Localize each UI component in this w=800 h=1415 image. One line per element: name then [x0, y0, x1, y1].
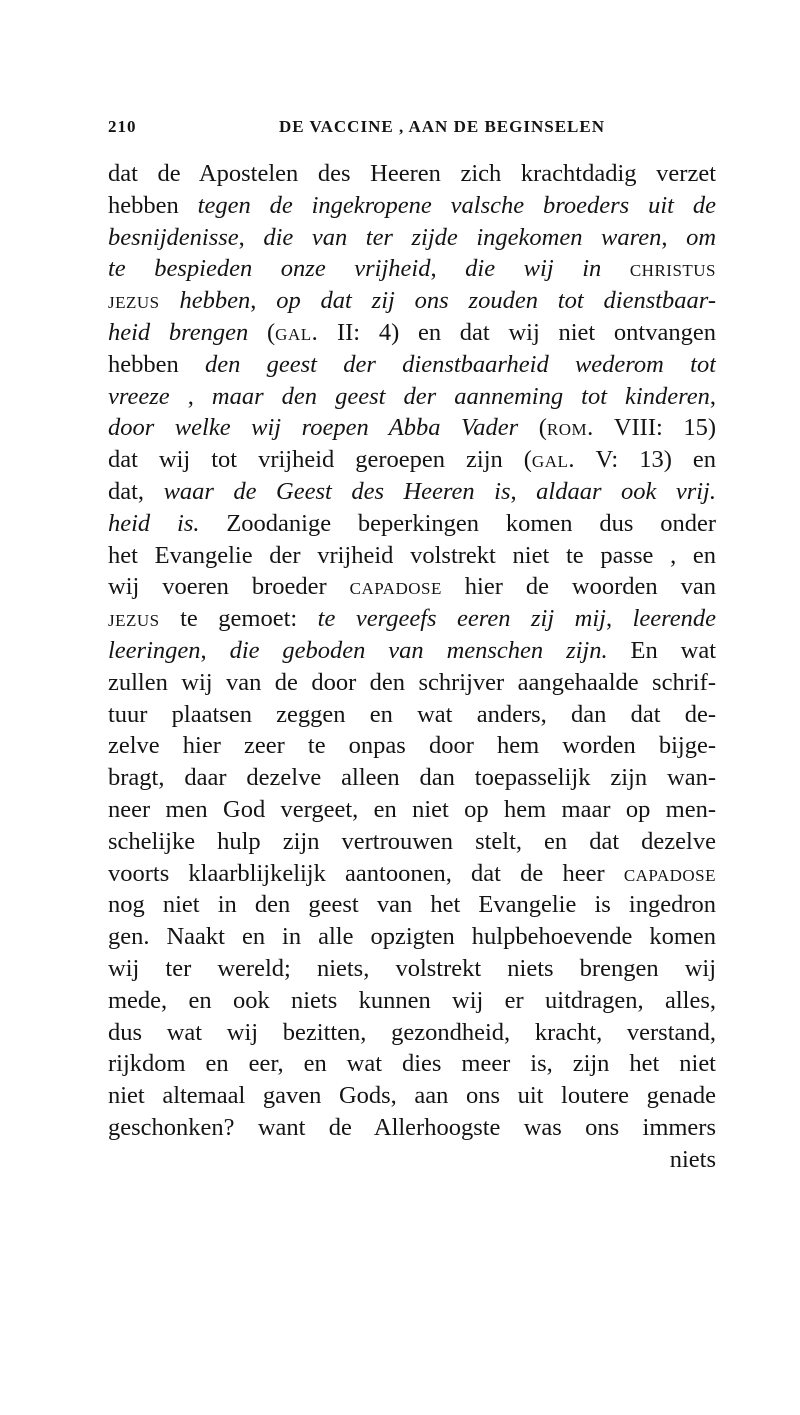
text-segment: door welke wij roepen Abba Vader [108, 414, 519, 442]
text-segment: niet altemaal gaven Gods, aan ons uit loutere genade [108, 1082, 716, 1110]
text-segment: ( [518, 414, 547, 442]
text-segment: wij ter wereld; niets, volstrekt niets brengen wij [108, 954, 716, 982]
text-segment: , [709, 382, 716, 410]
text-segment: , [605, 605, 633, 633]
text-segment: te gemoet: [159, 605, 318, 633]
text-segment: heid is. [108, 509, 200, 537]
text-line [108, 253, 716, 285]
text-segment: heid brengen [108, 318, 249, 346]
text-segment: , [200, 636, 230, 664]
text-segment: te vergeefs eeren zij mij [317, 605, 606, 633]
text-segment: , [238, 223, 264, 251]
running-title: DE VACCINE , AAN DE BEGINSELEN [278, 117, 605, 136]
text-segment: zelve hier zeer te onpas door hem worden bijge- [108, 732, 716, 760]
text-line [108, 603, 716, 635]
body-text [108, 158, 716, 1176]
text-segment: zullen wij van de door den schrijver aangehaalde schrif- [108, 668, 716, 696]
text-segment: hebben [108, 191, 198, 219]
text-segment: dat de Apostelen des Heeren zich krachtdadig verzet [108, 160, 716, 187]
text-segment: leerende [632, 605, 716, 633]
text-line [108, 476, 716, 508]
text-segment: Zoodanige beperkingen komen dus onder [199, 509, 716, 537]
text-segment: dus wat wij bezitten, gezondheid, kracht, verstand, [108, 1018, 716, 1046]
text-segment: geschonken? want de Allerhoogste was ons immers [108, 1113, 716, 1141]
text-line [108, 1017, 716, 1049]
text-line [108, 540, 716, 572]
text-line [108, 985, 716, 1017]
text-line [108, 667, 716, 699]
text-line [108, 794, 716, 826]
text-line [108, 222, 716, 254]
text-segment: om [686, 223, 716, 251]
text-segment: , [250, 287, 277, 315]
text-segment: hebben [108, 350, 206, 378]
text-segment: hier de woorden van [441, 573, 716, 601]
text-line [108, 381, 716, 413]
text-segment: capadose [623, 859, 716, 887]
text-line [108, 349, 716, 381]
text-segment: gal. [275, 318, 319, 346]
text-segment: II: 4) en dat wij niet ontvangen [318, 318, 716, 346]
text-line [108, 826, 716, 858]
text-line [108, 858, 716, 890]
text-segment: wij voeren broeder [108, 573, 350, 601]
text-line [108, 317, 716, 349]
text-segment: op dat zij ons zouden tot dienstbaar- [276, 287, 716, 315]
text-segment: die geboden van menschen zijn. [229, 636, 608, 664]
text-segment: leeringen [108, 636, 201, 664]
text-segment: besnijdenisse [108, 223, 239, 251]
text-line [108, 190, 716, 222]
text-segment: ( [248, 318, 276, 346]
text-segment: tegen de ingekropene valsche broeders uit de [197, 191, 716, 219]
text-segment: hebben [179, 287, 251, 315]
text-segment: VIII: 15) [593, 414, 716, 442]
text-segment: den geest der dienstbaarheid wederom tot [205, 350, 716, 378]
text-line [108, 158, 716, 190]
text-segment: gal. [531, 446, 575, 474]
text-segment: , [661, 223, 687, 251]
text-segment: die wij in [465, 255, 630, 283]
text-segment: mede, en ook niets kunnen wij er uitdragen, alles, [108, 986, 716, 1014]
text-segment: dat, [108, 477, 164, 505]
text-segment: waar de Geest des Heeren is [163, 477, 511, 505]
text-segment: , [430, 255, 466, 283]
text-segment: christus [629, 255, 716, 283]
text-line [108, 285, 716, 317]
text-segment: nog niet in den geest van het Evangelie is ingedron [108, 891, 716, 919]
text-line [108, 762, 716, 794]
text-line [108, 444, 716, 476]
text-segment: te bespieden onze vrijheid [108, 255, 431, 283]
text-segment: bragt, daar dezelve alleen dan toepasselijk zijn wan- [108, 764, 716, 792]
text-segment: V: 13) en [575, 446, 716, 474]
page-header [108, 117, 716, 137]
text-segment: gen. Naakt en in alle opzigten hulpbehoevende komen [108, 923, 716, 951]
text-segment: aldaar ook vrij. [536, 477, 716, 505]
text-line [108, 1048, 716, 1080]
text-segment: niets [669, 1145, 716, 1173]
text-segment: vreeze [108, 382, 170, 410]
text-segment: maar den geest der aanneming tot kinderen [211, 382, 710, 410]
text-segment: jezus [108, 605, 160, 633]
text-segment: capadose [349, 573, 442, 601]
text-segment [160, 287, 180, 314]
text-segment: jezus [108, 287, 160, 315]
text-segment: voorts klaarblijkelijk aantoonen, dat de heer [108, 859, 624, 887]
text-line [108, 635, 716, 667]
text-line [108, 730, 716, 762]
text-segment: rijkdom en eer, en wat dies meer is, zijn het niet [108, 1050, 716, 1078]
text-segment: rom. [546, 414, 594, 442]
text-line [108, 412, 716, 444]
text-segment: En wat [607, 636, 716, 664]
text-line [108, 571, 716, 603]
text-segment: die van ter zijde ingekomen waren [263, 223, 662, 251]
text-segment: , [510, 477, 537, 505]
text-segment: , [169, 382, 212, 410]
text-line [108, 1112, 716, 1144]
text-line [108, 1144, 716, 1176]
text-segment: het Evangelie der vrijheid volstrekt niet te passe , en [108, 541, 716, 569]
page-number: 210 [108, 117, 137, 136]
text-line [108, 1080, 716, 1112]
text-segment: schelijke hulp zijn vertrouwen stelt, en dat dezelve [108, 827, 716, 855]
text-line [108, 889, 716, 921]
text-line [108, 508, 716, 540]
text-segment: dat wij tot vrijheid geroepen zijn ( [108, 446, 532, 474]
text-line [108, 699, 716, 731]
text-line [108, 921, 716, 953]
text-segment: tuur plaatsen zeggen en wat anders, dan dat de- [108, 700, 716, 728]
text-segment: neer men God vergeet, en niet op hem maar op men- [108, 795, 716, 823]
text-line [108, 953, 716, 985]
